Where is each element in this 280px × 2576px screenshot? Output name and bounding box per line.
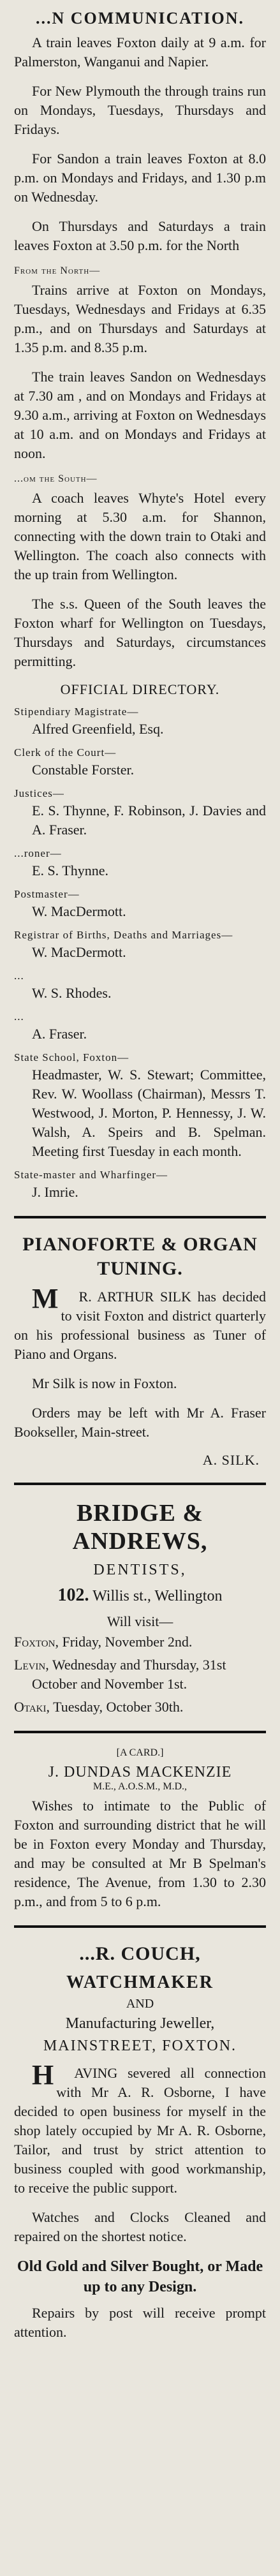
street-name: Willis st., Wellington <box>92 1588 223 1604</box>
directory-heading: OFFICIAL DIRECTORY. <box>60 681 220 697</box>
directory-office: ... <box>14 970 24 982</box>
paragraph: Watches and Clocks Cleaned and repaired on the shortest notice. <box>14 2209 266 2244</box>
directory-office: Clerk of the Court— <box>14 746 117 759</box>
card-tag: [A CARD.] <box>116 1747 164 1758</box>
paragraph: HAVING severed all connection with Mr A. R. Osborne, I have decided to open business for myself in the shop lately occupied by Mr A. R. Osborne, Tailor, and trust by strict attention to business coupled with good workmanship, to receive the public support. <box>14 2059 266 2196</box>
paragraph: Repairs by post will receive prompt attention. <box>14 2305 266 2340</box>
directory-name: W. MacDermott. <box>32 944 126 960</box>
directory-name: E. S. Thynne. <box>32 862 108 878</box>
paragraph: A train leaves Foxton daily at 9 a.m. for Palmerston, Wanganui and Napier. <box>14 34 266 70</box>
paragraph: The train leaves Sandon on Wednesdays at 7.30 am , and on Mondays and Fridays at 9.30 a.m., arriving at Foxton on Wednesdays at 10 a.m. and on Mondays and Fridays at noon. <box>14 369 266 461</box>
directory-office: Registrar of Births, Deaths and Marriages— <box>14 929 233 941</box>
visit-place: Otaki, <box>14 1699 50 1715</box>
directory-name: Constable Forster. <box>32 762 135 778</box>
visit-when: Friday, November 2nd. <box>62 1634 193 1650</box>
paragraph: On Thursdays and Saturdays a train leaves Foxton at 3.50 p.m. for the North <box>14 218 266 253</box>
paragraph: Mr Silk is now in Foxton. <box>32 1375 177 1391</box>
dentist-address <box>14 1585 266 1606</box>
visit-line <box>14 1655 266 1694</box>
visit-line <box>14 1632 266 1652</box>
directory-name: E. S. Thynne, F. Robinson, J. Davies and A. Fraser. <box>32 803 266 838</box>
section-title: ...N COMMUNICATION. <box>35 9 245 27</box>
directory-office: ...roner— <box>14 847 62 859</box>
divider <box>14 1483 266 1485</box>
directory-name: W. MacDermott. <box>32 903 126 919</box>
advert-signature: A. SILK. <box>202 1452 260 1468</box>
paragraph: Wishes to intimate to the Public of Foxton and surrounding district that he will be in Foxton every Monday and Thursday, and may be consulted at Mr B Spelman's residence, The Avenue, from 1.30 to 2.30 p.m., and from 5 to 6 p.m. <box>14 1798 266 1909</box>
paragraph: Trains arrive at Foxton on Mondays, Tuesdays, Wednesdays and Fridays at 6.35 p.m., and on Thursdays and Saturdays at 1.35 p.m. and 8.35 p.m. <box>14 282 266 355</box>
railway-communication-section <box>14 9 266 671</box>
directory-office: Justices— <box>14 787 64 799</box>
visit-place: Levin, <box>14 1657 49 1673</box>
divider <box>14 1216 266 1218</box>
paragraph: For Sandon a train leaves Foxton at 8.0 p.m. on Mondays and Fridays, and 1.30 p.m on Wednesday. <box>14 151 266 205</box>
visit-when: Tuesday, October 30th. <box>53 1699 184 1715</box>
directory-name: J. Imrie. <box>32 1184 78 1200</box>
directory-name: A. Fraser. <box>32 1026 87 1042</box>
piano-tuning-advert <box>14 1232 266 1469</box>
directory-name: Headmaster, W. S. Stewart; Committee, Rev. W. Woollass (Chairman), Messrs T. Westwood, J. Morton, P. Hennessy, J. W. Walsh, A. Speirs and B. Spelman. Meeting first Tuesday in each month. <box>32 1067 266 1159</box>
directory-name: W. S. Rhodes. <box>32 985 112 1001</box>
trade-title: WATCHMAKER <box>66 1973 214 1992</box>
official-directory-section <box>14 681 266 1202</box>
directory-office: State School, Foxton— <box>14 1051 129 1063</box>
advert-title: ...R. COUCH, <box>79 1943 201 1964</box>
divider <box>14 1731 266 1733</box>
advert-title: BRIDGE & ANDREWS, <box>72 1500 208 1555</box>
dentists-advert <box>14 1499 266 1717</box>
directory-office: ... <box>14 1010 24 1023</box>
from-north-label: From the North— <box>14 265 101 276</box>
card-name: J. DUNDAS MACKENZIE <box>48 1764 232 1780</box>
paragraph: Orders may be left with Mr A. Fraser Bookseller, Main-street. <box>14 1405 266 1440</box>
visit-when: Wednesday and Thursday, 31st October and November 1st. <box>32 1657 226 1692</box>
directory-office: State-master and Wharfinger— <box>14 1169 168 1181</box>
shop-address: MAINSTREET, FOXTON. <box>43 2038 237 2054</box>
advert-title: PIANOFORTE & ORGAN TUNING. <box>22 1234 258 1279</box>
directory-office: Stipendiary Magistrate— <box>14 706 139 718</box>
visit-intro: Will visit— <box>107 1613 173 1629</box>
trade-subtitle: Manufacturing Jeweller, <box>65 2015 215 2032</box>
visit-line <box>14 1698 266 1717</box>
directory-name: Alfred Greenfield, Esq. <box>32 721 164 737</box>
directory-office: Postmaster— <box>14 888 80 900</box>
from-south-label: ...om the South— <box>14 473 98 484</box>
and-word: AND <box>126 1997 154 2011</box>
street-number: 102. <box>57 1585 89 1605</box>
paragraph: The s.s. Queen of the South leaves the Foxton wharf for Wellington on Tuesdays, Thursdays and Saturdays, circumstances permitting. <box>14 596 266 669</box>
advert-subtitle: DENTISTS, <box>93 1562 187 1578</box>
doctor-card-advert <box>14 1747 266 1911</box>
paragraph: For New Plymouth the through trains run on Mondays, Tuesdays, Thursdays and Fridays. <box>14 83 266 137</box>
bold-notice: Old Gold and Silver Bought, or Made up to any Design. <box>17 2258 263 2295</box>
divider <box>14 1925 266 1928</box>
paragraph: MR. ARTHUR SILK has decided to visit Foxton and district quarterly on his professional business as Tuner of Piano and Organs. <box>14 1283 266 1362</box>
card-qualifications: M.E., A.O.S.M., M.D., <box>92 1781 188 1792</box>
paragraph: A coach leaves Whyte's Hotel every morning at 5.30 a.m. for Shannon, connecting with the down train to Otaki and Wellington. The coach also connects with the up train from Wellington. <box>14 490 266 582</box>
visit-place: Foxton, <box>14 1634 59 1650</box>
watchmaker-advert <box>14 1942 266 2342</box>
